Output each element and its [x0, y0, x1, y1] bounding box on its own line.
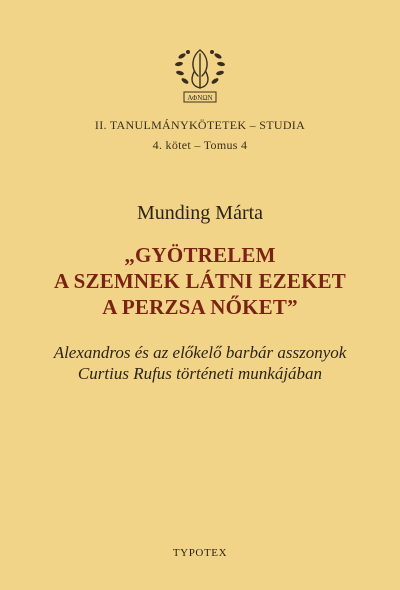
book-subtitle-line-1: Alexandros és az előkelő barbár asszonyok — [53, 343, 347, 362]
author-name: Munding Márta — [136, 202, 264, 224]
laurel-wreath-lyre-icon — [170, 42, 230, 106]
series-volume: 4. kötet – Tomus 4 — [152, 138, 248, 152]
publisher-name: TYPOTEX — [172, 547, 228, 559]
book-title-line-2: A SZEMNEK LÁTNI EZEKET — [53, 269, 347, 293]
series-title: II. TANULMÁNYKÖTETEK – STUDIA — [94, 118, 306, 132]
book-title-line-3: A PERZSA NŐKET” — [102, 295, 298, 319]
book-title-line-1: „GYÖTRELEM — [124, 243, 276, 267]
book-subtitle-line-2: Curtius Rufus történeti munkájában — [77, 364, 323, 383]
logo-text: ΑΦΝΩΝ — [187, 94, 213, 102]
